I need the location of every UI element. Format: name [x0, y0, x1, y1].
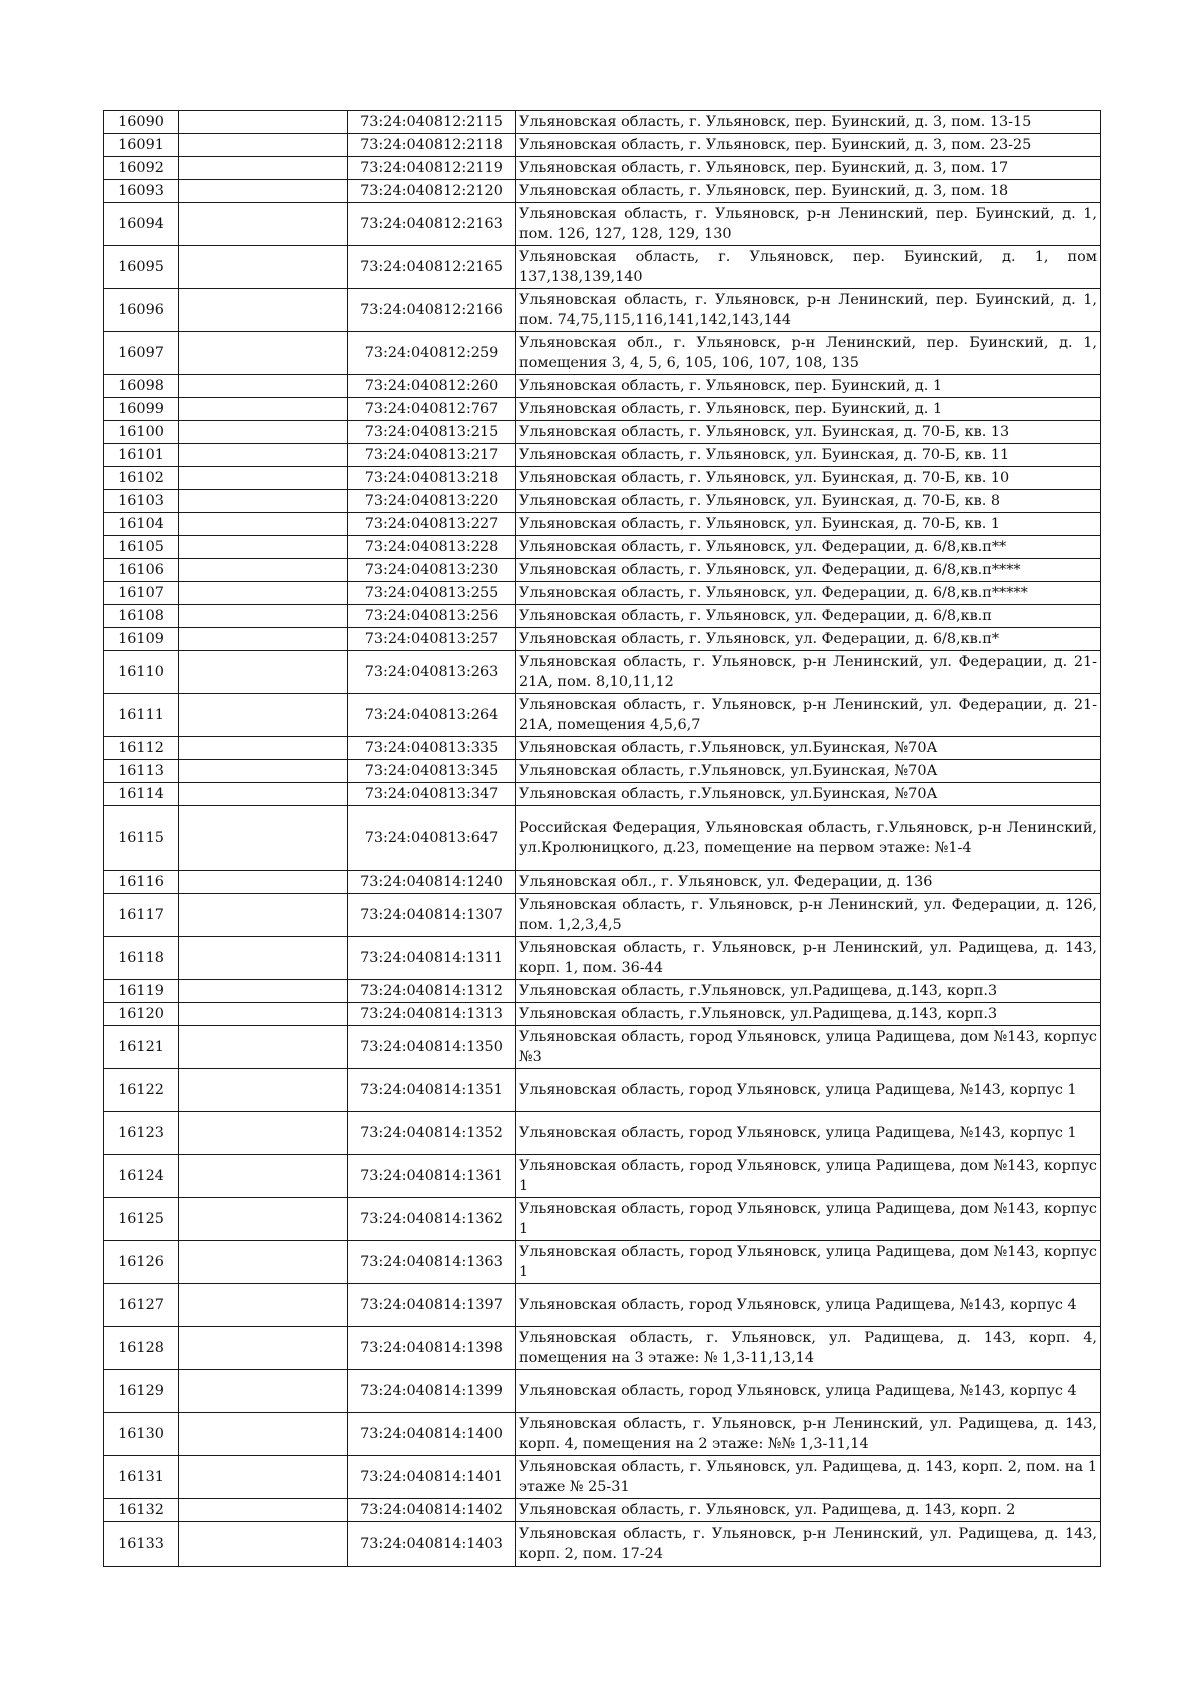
address-cell: Ульяновская область, г.Ульяновск, ул.Буинская, №70А — [516, 737, 1101, 760]
row-number-cell: 16114 — [104, 783, 179, 806]
empty-cell — [179, 246, 348, 289]
empty-cell — [179, 871, 348, 894]
empty-cell — [179, 157, 348, 180]
empty-cell — [179, 806, 348, 871]
row-number-cell: 16096 — [104, 289, 179, 332]
row-number-cell: 16126 — [104, 1241, 179, 1284]
row-number-cell: 16094 — [104, 203, 179, 246]
address-cell: Ульяновская область, г.Ульяновск, ул.Радищева, д.143, корп.3 — [516, 980, 1101, 1003]
table-row — [104, 1284, 1101, 1327]
row-number-cell: 16133 — [104, 1522, 179, 1567]
cadastral-number-cell: 73:24:040812:767 — [348, 398, 516, 421]
table-row — [104, 783, 1101, 806]
cadastral-number-cell: 73:24:040812:2165 — [348, 246, 516, 289]
address-cell: Ульяновская область, г. Ульяновск, ул. Федерации, д. 6/8,кв.п — [516, 605, 1101, 628]
empty-cell — [179, 937, 348, 980]
row-number-cell: 16113 — [104, 760, 179, 783]
cadastral-number-cell: 73:24:040814:1361 — [348, 1155, 516, 1198]
row-number-cell: 16104 — [104, 513, 179, 536]
cadastral-number-cell: 73:24:040813:220 — [348, 490, 516, 513]
address-cell: Ульяновская область, г. Ульяновск, р-н Ленинский, ул. Федерации, д. 126, пом. 1,2,3,4,5 — [516, 894, 1101, 937]
cadastral-number-cell: 73:24:040813:256 — [348, 605, 516, 628]
empty-cell — [179, 536, 348, 559]
table-row — [104, 737, 1101, 760]
address-cell: Ульяновская область, г. Ульяновск, пер. Буинский, д. 3, пом. 13-15 — [516, 111, 1101, 134]
empty-cell — [179, 1499, 348, 1522]
empty-cell — [179, 559, 348, 582]
row-number-cell: 16116 — [104, 871, 179, 894]
empty-cell — [179, 398, 348, 421]
table-row — [104, 398, 1101, 421]
empty-cell — [179, 1112, 348, 1155]
cadastral-number-cell: 73:24:040814:1240 — [348, 871, 516, 894]
cadastral-number-cell: 73:24:040814:1397 — [348, 1284, 516, 1327]
row-number-cell: 16101 — [104, 444, 179, 467]
address-cell: Ульяновская область, г. Ульяновск, ул. Федерации, д. 6/8,кв.п* — [516, 628, 1101, 651]
address-cell: Ульяновская область, г. Ульяновск, пер. Буинский, д. 1 — [516, 398, 1101, 421]
cadastral-number-cell: 73:24:040814:1362 — [348, 1198, 516, 1241]
address-cell: Ульяновская область, г. Ульяновск, р-н Ленинский, ул. Федерации, д. 21-21А, пом. 8,10,11,12 — [516, 651, 1101, 694]
cadastral-number-cell: 73:24:040812:2118 — [348, 134, 516, 157]
row-number-cell: 16107 — [104, 582, 179, 605]
table-row — [104, 490, 1101, 513]
row-number-cell: 16091 — [104, 134, 179, 157]
address-cell: Ульяновская обл., г. Ульяновск, ул. Федерации, д. 136 — [516, 871, 1101, 894]
table-row — [104, 806, 1101, 871]
table-row — [104, 760, 1101, 783]
address-cell: Ульяновская область, г. Ульяновск, р-н Ленинский, пер. Буинский, д. 1, пом. 126, 127, 128, 129, 130 — [516, 203, 1101, 246]
empty-cell — [179, 694, 348, 737]
empty-cell — [179, 467, 348, 490]
cadastral-table — [103, 110, 1101, 1567]
row-number-cell: 16123 — [104, 1112, 179, 1155]
empty-cell — [179, 289, 348, 332]
row-number-cell: 16121 — [104, 1026, 179, 1069]
address-cell: Ульяновская область, город Ульяновск, улица Радищева, дом №143, корпус 1 — [516, 1155, 1101, 1198]
empty-cell — [179, 1370, 348, 1413]
row-number-cell: 16127 — [104, 1284, 179, 1327]
address-cell: Ульяновская область, г.Ульяновск, ул.Буинская, №70А — [516, 783, 1101, 806]
empty-cell — [179, 1069, 348, 1112]
cadastral-number-cell: 73:24:040814:1402 — [348, 1499, 516, 1522]
empty-cell — [179, 894, 348, 937]
table-row — [104, 605, 1101, 628]
row-number-cell: 16102 — [104, 467, 179, 490]
empty-cell — [179, 1155, 348, 1198]
address-cell: Ульяновская область, г. Ульяновск, ул. Буинская, д. 70-Б, кв. 8 — [516, 490, 1101, 513]
row-number-cell: 16117 — [104, 894, 179, 937]
cadastral-number-cell: 73:24:040812:2115 — [348, 111, 516, 134]
cadastral-number-cell: 73:24:040814:1351 — [348, 1069, 516, 1112]
table-row — [104, 513, 1101, 536]
address-cell: Ульяновская область, город Ульяновск, улица Радищева, дом №143, корпус 1 — [516, 1241, 1101, 1284]
empty-cell — [179, 203, 348, 246]
row-number-cell: 16095 — [104, 246, 179, 289]
cadastral-number-cell: 73:24:040814:1363 — [348, 1241, 516, 1284]
empty-cell — [179, 111, 348, 134]
address-cell: Ульяновская область, г. Ульяновск, р-н Ленинский, ул. Радищева, д. 143, корп. 1, пом. 36-44 — [516, 937, 1101, 980]
table-row — [104, 1003, 1101, 1026]
row-number-cell: 16109 — [104, 628, 179, 651]
empty-cell — [179, 1026, 348, 1069]
address-cell: Ульяновская область, г.Ульяновск, ул.Радищева, д.143, корп.3 — [516, 1003, 1101, 1026]
table-body — [104, 111, 1101, 1567]
table-row — [104, 1370, 1101, 1413]
cadastral-number-cell: 73:24:040814:1350 — [348, 1026, 516, 1069]
empty-cell — [179, 783, 348, 806]
empty-cell — [179, 1241, 348, 1284]
row-number-cell: 16124 — [104, 1155, 179, 1198]
empty-cell — [179, 1284, 348, 1327]
row-number-cell: 16129 — [104, 1370, 179, 1413]
empty-cell — [179, 1327, 348, 1370]
row-number-cell: 16112 — [104, 737, 179, 760]
cadastral-number-cell: 73:24:040812:259 — [348, 332, 516, 375]
table-row — [104, 1069, 1101, 1112]
table-row — [104, 980, 1101, 1003]
empty-cell — [179, 1003, 348, 1026]
address-cell: Ульяновская область, город Ульяновск, улица Радищева, №143, корпус 1 — [516, 1112, 1101, 1155]
cadastral-number-cell: 73:24:040812:2120 — [348, 180, 516, 203]
empty-cell — [179, 513, 348, 536]
cadastral-number-cell: 73:24:040813:345 — [348, 760, 516, 783]
address-cell: Ульяновская область, г. Ульяновск, пер. Буинский, д. 1 — [516, 375, 1101, 398]
address-cell: Ульяновская обл., г. Ульяновск, р-н Ленинский, пер. Буинский, д. 1, помещения 3, 4, 5, 6, 105, 106, 107, 108, 135 — [516, 332, 1101, 375]
table-row — [104, 894, 1101, 937]
document-page — [103, 110, 1101, 1567]
table-row — [104, 332, 1101, 375]
row-number-cell: 16120 — [104, 1003, 179, 1026]
address-cell: Ульяновская область, г. Ульяновск, р-н Ленинский, ул. Радищева, д. 143, корп. 4, помещения на 2 этаже: №№ 1,3-11,14 — [516, 1413, 1101, 1456]
empty-cell — [179, 582, 348, 605]
address-cell: Ульяновская область, г. Ульяновск, пер. Буинский, д. 1, пом 137,138,139,140 — [516, 246, 1101, 289]
table-row — [104, 1499, 1101, 1522]
cadastral-number-cell: 73:24:040813:263 — [348, 651, 516, 694]
address-cell: Ульяновская область, г. Ульяновск, пер. Буинский, д. 3, пом. 23-25 — [516, 134, 1101, 157]
row-number-cell: 16090 — [104, 111, 179, 134]
empty-cell — [179, 980, 348, 1003]
cadastral-number-cell: 73:24:040813:218 — [348, 467, 516, 490]
row-number-cell: 16131 — [104, 1456, 179, 1499]
empty-cell — [179, 180, 348, 203]
cadastral-number-cell: 73:24:040814:1307 — [348, 894, 516, 937]
table-row — [104, 1241, 1101, 1284]
table-row — [104, 203, 1101, 246]
empty-cell — [179, 1413, 348, 1456]
row-number-cell: 16099 — [104, 398, 179, 421]
cadastral-number-cell: 73:24:040813:255 — [348, 582, 516, 605]
address-cell: Ульяновская область, город Ульяновск, улица Радищева, №143, корпус 4 — [516, 1370, 1101, 1413]
address-cell: Ульяновская область, г. Ульяновск, ул. Радищева, д. 143, корп. 2 — [516, 1499, 1101, 1522]
address-cell: Ульяновская область, город Ульяновск, улица Радищева, №143, корпус 1 — [516, 1069, 1101, 1112]
cadastral-number-cell: 73:24:040812:260 — [348, 375, 516, 398]
empty-cell — [179, 605, 348, 628]
table-row — [104, 444, 1101, 467]
address-cell: Ульяновская область, г. Ульяновск, ул. Федерации, д. 6/8,кв.п** — [516, 536, 1101, 559]
row-number-cell: 16105 — [104, 536, 179, 559]
address-cell: Ульяновская область, г.Ульяновск, ул.Буинская, №70А — [516, 760, 1101, 783]
empty-cell — [179, 444, 348, 467]
cadastral-number-cell: 73:24:040813:647 — [348, 806, 516, 871]
table-row — [104, 937, 1101, 980]
cadastral-number-cell: 73:24:040814:1403 — [348, 1522, 516, 1567]
row-number-cell: 16119 — [104, 980, 179, 1003]
address-cell: Ульяновская область, г. Ульяновск, ул. Буинская, д. 70-Б, кв. 11 — [516, 444, 1101, 467]
table-row — [104, 694, 1101, 737]
empty-cell — [179, 1522, 348, 1567]
cadastral-number-cell: 73:24:040813:227 — [348, 513, 516, 536]
cadastral-number-cell: 73:24:040813:217 — [348, 444, 516, 467]
cadastral-number-cell: 73:24:040813:264 — [348, 694, 516, 737]
row-number-cell: 16125 — [104, 1198, 179, 1241]
table-row — [104, 1413, 1101, 1456]
table-row — [104, 467, 1101, 490]
table-row — [104, 1155, 1101, 1198]
row-number-cell: 16115 — [104, 806, 179, 871]
row-number-cell: 16093 — [104, 180, 179, 203]
row-number-cell: 16098 — [104, 375, 179, 398]
table-row — [104, 1198, 1101, 1241]
table-row — [104, 628, 1101, 651]
table-row — [104, 871, 1101, 894]
address-cell: Ульяновская область, г. Ульяновск, ул. Радищева, д. 143, корп. 2, пом. на 1 этаже № 25-31 — [516, 1456, 1101, 1499]
table-row — [104, 375, 1101, 398]
cadastral-number-cell: 73:24:040814:1399 — [348, 1370, 516, 1413]
empty-cell — [179, 1456, 348, 1499]
address-cell: Ульяновская область, г. Ульяновск, р-н Ленинский, ул. Радищева, д. 143, корп. 2, пом. 17-24 — [516, 1522, 1101, 1567]
table-row — [104, 651, 1101, 694]
empty-cell — [179, 651, 348, 694]
empty-cell — [179, 134, 348, 157]
table-row — [104, 1456, 1101, 1499]
table-row — [104, 157, 1101, 180]
row-number-cell: 16092 — [104, 157, 179, 180]
row-number-cell: 16130 — [104, 1413, 179, 1456]
cadastral-number-cell: 73:24:040814:1401 — [348, 1456, 516, 1499]
empty-cell — [179, 421, 348, 444]
address-cell: Ульяновская область, г. Ульяновск, р-н Ленинский, пер. Буинский, д. 1, пом. 74,75,115,116,141,142,143,144 — [516, 289, 1101, 332]
table-row — [104, 1522, 1101, 1567]
cadastral-number-cell: 73:24:040813:347 — [348, 783, 516, 806]
cadastral-number-cell: 73:24:040813:230 — [348, 559, 516, 582]
row-number-cell: 16100 — [104, 421, 179, 444]
table-row — [104, 582, 1101, 605]
row-number-cell: 16122 — [104, 1069, 179, 1112]
empty-cell — [179, 490, 348, 513]
row-number-cell: 16106 — [104, 559, 179, 582]
table-row — [104, 421, 1101, 444]
table-row — [104, 1026, 1101, 1069]
table-row — [104, 289, 1101, 332]
cadastral-number-cell: 73:24:040814:1398 — [348, 1327, 516, 1370]
cadastral-number-cell: 73:24:040813:257 — [348, 628, 516, 651]
cadastral-number-cell: 73:24:040812:2166 — [348, 289, 516, 332]
address-cell: Ульяновская область, г. Ульяновск, ул. Буинская, д. 70-Б, кв. 13 — [516, 421, 1101, 444]
table-row — [104, 246, 1101, 289]
cadastral-number-cell: 73:24:040813:228 — [348, 536, 516, 559]
empty-cell — [179, 760, 348, 783]
table-row — [104, 1112, 1101, 1155]
address-cell: Ульяновская область, г. Ульяновск, пер. Буинский, д. 3, пом. 17 — [516, 157, 1101, 180]
row-number-cell: 16111 — [104, 694, 179, 737]
table-row — [104, 536, 1101, 559]
empty-cell — [179, 737, 348, 760]
cadastral-number-cell: 73:24:040814:1311 — [348, 937, 516, 980]
address-cell: Ульяновская область, город Ульяновск, улица Радищева, дом №143, корпус №3 — [516, 1026, 1101, 1069]
cadastral-number-cell: 73:24:040813:335 — [348, 737, 516, 760]
empty-cell — [179, 1198, 348, 1241]
row-number-cell: 16132 — [104, 1499, 179, 1522]
cadastral-number-cell: 73:24:040812:2119 — [348, 157, 516, 180]
address-cell: Ульяновская область, г. Ульяновск, ул. Федерации, д. 6/8,кв.п***** — [516, 582, 1101, 605]
address-cell: Ульяновская область, г. Ульяновск, ул. Буинская, д. 70-Б, кв. 10 — [516, 467, 1101, 490]
table-row — [104, 559, 1101, 582]
empty-cell — [179, 628, 348, 651]
row-number-cell: 16097 — [104, 332, 179, 375]
cadastral-number-cell: 73:24:040814:1313 — [348, 1003, 516, 1026]
address-cell: Ульяновская область, г. Ульяновск, ул. Федерации, д. 6/8,кв.п**** — [516, 559, 1101, 582]
cadastral-number-cell: 73:24:040814:1352 — [348, 1112, 516, 1155]
table-row — [104, 180, 1101, 203]
address-cell: Ульяновская область, г. Ульяновск, ул. Радищева, д. 143, корп. 4, помещения на 3 этаже: № 1,3-11,13,14 — [516, 1327, 1101, 1370]
address-cell: Ульяновская область, город Ульяновск, улица Радищева, дом №143, корпус 1 — [516, 1198, 1101, 1241]
table-row — [104, 1327, 1101, 1370]
cadastral-number-cell: 73:24:040812:2163 — [348, 203, 516, 246]
row-number-cell: 16128 — [104, 1327, 179, 1370]
cadastral-number-cell: 73:24:040813:215 — [348, 421, 516, 444]
address-cell: Ульяновская область, г. Ульяновск, пер. Буинский, д. 3, пом. 18 — [516, 180, 1101, 203]
empty-cell — [179, 375, 348, 398]
address-cell: Ульяновская область, город Ульяновск, улица Радищева, №143, корпус 4 — [516, 1284, 1101, 1327]
cadastral-number-cell: 73:24:040814:1312 — [348, 980, 516, 1003]
cadastral-number-cell: 73:24:040814:1400 — [348, 1413, 516, 1456]
row-number-cell: 16110 — [104, 651, 179, 694]
row-number-cell: 16108 — [104, 605, 179, 628]
address-cell: Российская Федерация, Ульяновская область, г.Ульяновск, р-н Ленинский, ул.Кролюницкого, д.23, помещение на первом этаже: №1-4 — [516, 806, 1101, 871]
address-cell: Ульяновская область, г. Ульяновск, ул. Буинская, д. 70-Б, кв. 1 — [516, 513, 1101, 536]
table-row — [104, 111, 1101, 134]
table-row — [104, 134, 1101, 157]
empty-cell — [179, 332, 348, 375]
row-number-cell: 16118 — [104, 937, 179, 980]
address-cell: Ульяновская область, г. Ульяновск, р-н Ленинский, ул. Федерации, д. 21-21А, помещения 4,5,6,7 — [516, 694, 1101, 737]
row-number-cell: 16103 — [104, 490, 179, 513]
